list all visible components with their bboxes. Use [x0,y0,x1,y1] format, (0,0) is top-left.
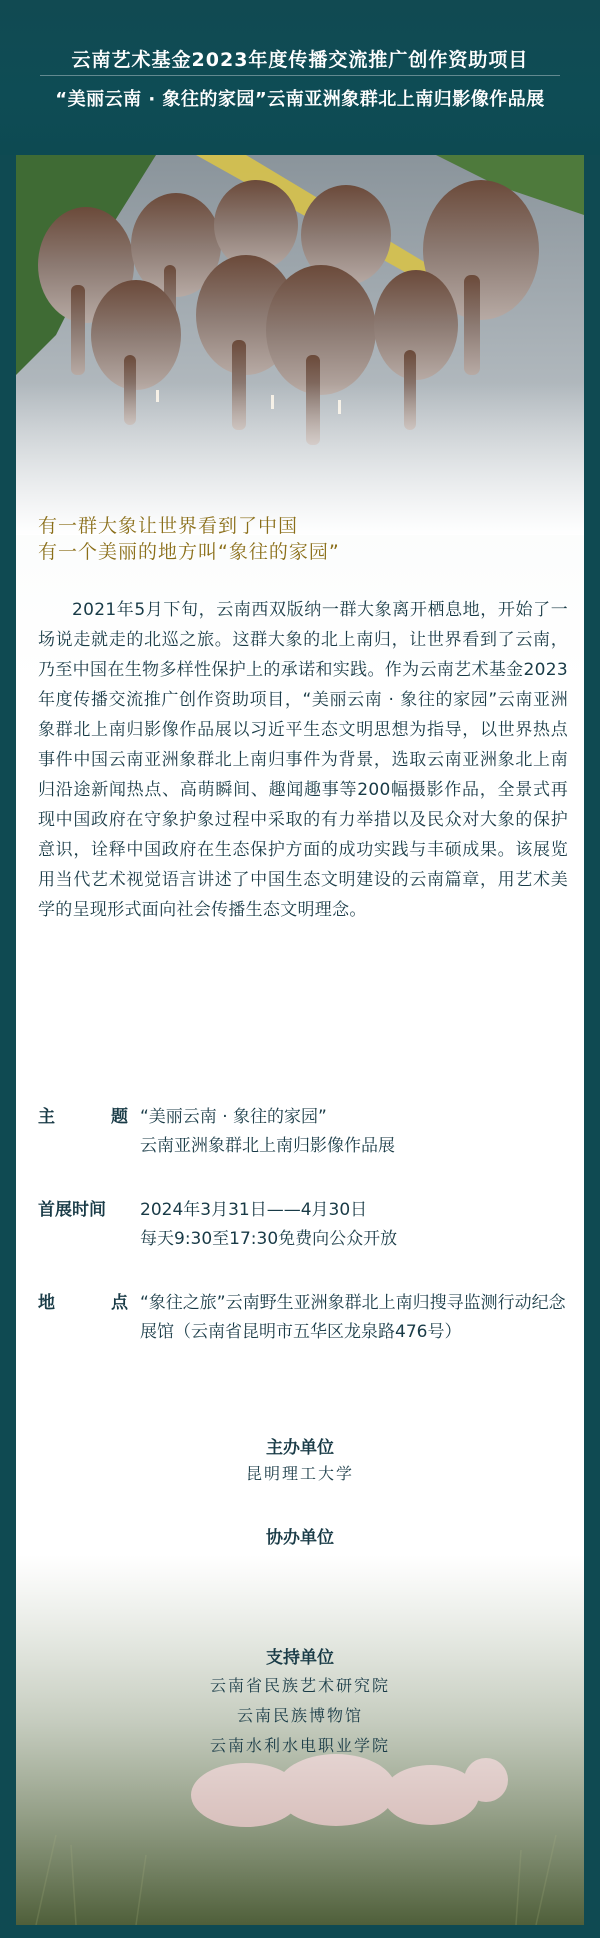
info-theme-label: 主 题 [38,1107,128,1127]
info-time-label: 首展时间 [38,1200,106,1220]
intro-paragraph: 2021年5月下旬，云南西双版纳一群大象离开栖息地，开始了一场说走就走的北巡之旅。这群大象的北上南归，让世界看到了云南，乃至中国在生物多样性保护上的承诺和实践。作为云南艺术基金2023年度传播交流推广创作资助项目，“美丽云南 · 象往的家园”云南亚洲象群北上南归影像作品展以习近平生态文明思想为指导，以世界热点事件中国云南亚洲象群北上南归事件为背景，选取云南亚洲象北上南归沿途新闻热点、高萌瞬间、趣闻趣事等200幅摄影作品，全景式再现中国政府在守象护象过程中采取的有力举措以及民众对大象的保护意识，诠释中国政府在生态保护方面的成功实践与丰硕成果。该展览用当代艺术视觉语言讲述了中国生态文明建设的云南篇章，用艺术美学的呈现形式面向社会传播生态文明理念。 [38,600,568,920]
info-theme-line-2: 云南亚洲象群北上南归影像作品展 [140,1136,395,1156]
support-item: 云南民族博物馆 [236,1706,363,1725]
host-title: 主办单位 [266,1438,334,1458]
info-place [38,1289,568,1347]
host-item: 昆明理工大学 [245,1464,354,1483]
co-host-title: 协办单位 [266,1528,334,1548]
info-theme-line-1: “美丽云南 · 象往的家园” [140,1107,327,1127]
slogan-line-2: 有一个美丽的地方叫“象往的家园” [38,541,340,563]
project-title: 云南艺术基金2023年度传播交流推广创作资助项目 [71,49,529,71]
info-theme [38,1103,568,1161]
exhibition-title: “美丽云南 · 象往的家园”云南亚洲象群北上南归影像作品展 [55,89,545,110]
support-title: 支持单位 [266,1648,334,1668]
poster-panel [16,155,584,1925]
info-place-text: “象往之旅”云南野生亚洲象群北上南归搜寻监测行动纪念展馆（云南省昆明市五华区龙泉路476号） [140,1293,566,1342]
elephant-herd-photo [16,155,584,535]
page-header [0,0,600,155]
info-time [38,1196,568,1254]
header-divider [40,75,560,76]
info-time-line-1: 2024年3月31日——4月30日 [140,1200,368,1220]
support-item: 云南水利水电职业学院 [209,1736,390,1755]
support-item: 云南省民族艺术研究院 [209,1676,390,1695]
info-time-line-2: 每天9:30至17:30免费向公众开放 [140,1229,398,1249]
info-place-label: 地 点 [38,1293,128,1313]
slogan-line-1: 有一群大象让世界看到了中国 [38,515,299,537]
footer-strip [0,1925,600,1938]
